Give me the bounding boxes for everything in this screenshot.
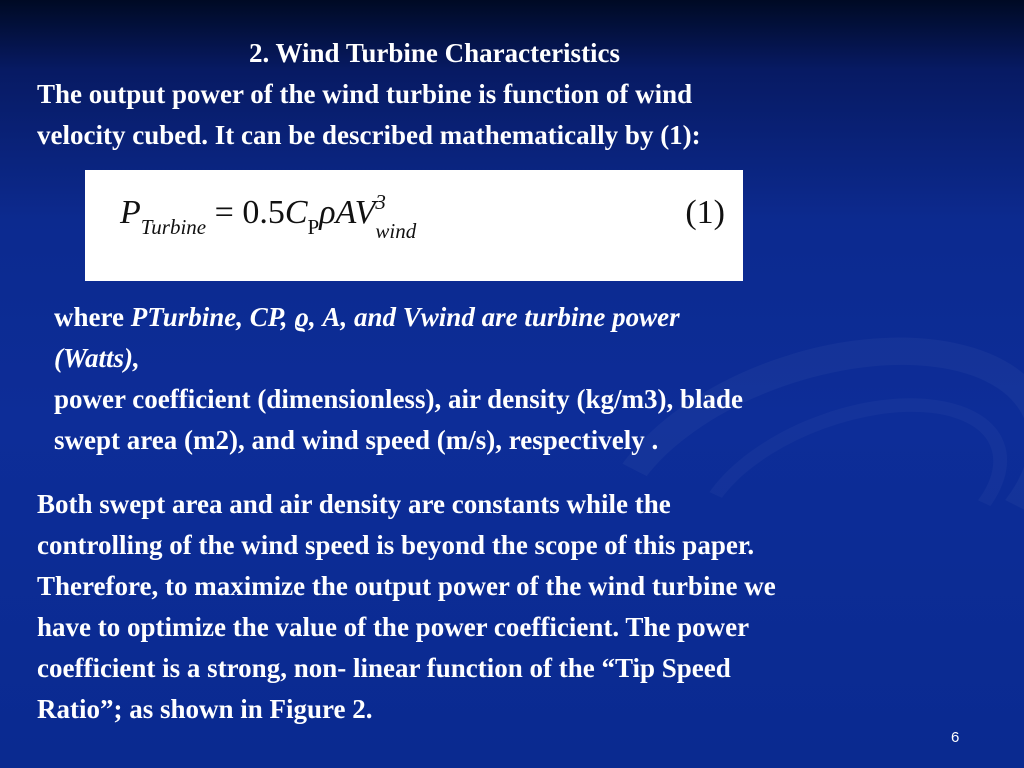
cp-subscript: P (307, 215, 320, 239)
power-subscript: Turbine (140, 215, 207, 239)
watts-unit: (Watts), (54, 343, 140, 373)
intro-line-2: velocity cubed. It can be described mathematically by (1): (37, 120, 701, 150)
paragraph-line-6: Ratio”; as shown in Figure 2. (37, 694, 373, 724)
paragraph-line-1: Both swept area and air density are constants while the (37, 489, 671, 519)
velocity-cubed-exponent: 3 (375, 190, 386, 214)
slide-title: 2. Wind Turbine Characteristics (249, 38, 621, 68)
where-symbols: PTurbine, CP, ϱ, A, and Vwind are turbine power (130, 302, 680, 332)
cp-symbol: C (284, 194, 308, 231)
where-line (54, 297, 680, 338)
definition-line-2: swept area (m2), and wind speed (m/s), respectively . (54, 425, 659, 455)
equation-number: (1) (685, 194, 725, 231)
where-lead: where (54, 302, 131, 332)
power-symbol: P (120, 194, 141, 231)
paragraph-line-2: controlling of the wind speed is beyond the scope of this paper. (37, 530, 755, 560)
power-equation (120, 190, 433, 243)
velocity-subscript: wind (375, 219, 417, 243)
paragraph-line-5: coefficient is a strong, non- linear function of the “Tip Speed (37, 653, 731, 683)
definition-line-1: power coefficient (dimensionless), air density (kg/m3), blade (54, 384, 743, 414)
paragraph-line-4: have to optimize the value of the power coefficient. The power (37, 612, 750, 642)
velocity-scripts (375, 190, 433, 243)
intro-line-1: The output power of the wind turbine is function of wind (37, 79, 693, 109)
paragraph-line-3: Therefore, to maximize the output power of the wind turbine we (37, 571, 776, 601)
equals-coefficient: = 0.5 (206, 194, 285, 231)
slide-number: 6 (951, 729, 960, 746)
rho-area-velocity: ρAV (319, 194, 376, 231)
equation-box (85, 170, 743, 281)
watts-line (54, 338, 140, 379)
